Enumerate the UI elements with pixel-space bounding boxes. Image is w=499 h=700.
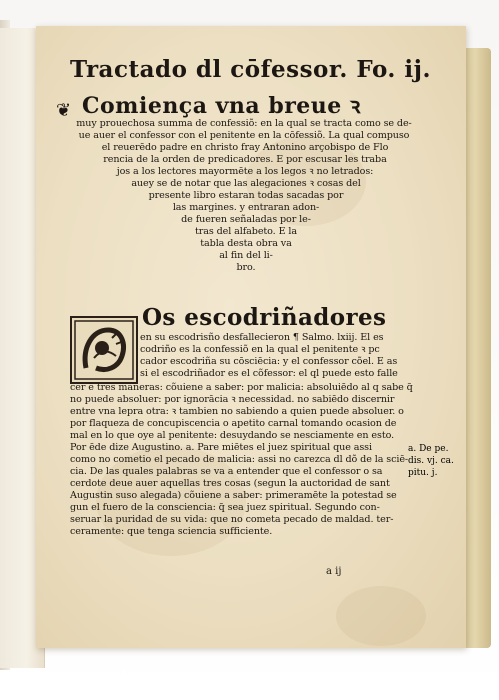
- decorated-initial: [70, 316, 138, 384]
- book-page: [36, 26, 466, 648]
- page-stain: [336, 586, 426, 646]
- intro-line: bro.: [236, 262, 256, 273]
- intro-line: tras del alfabeto. E la: [194, 226, 298, 237]
- margin-note: dis. vj. ca.: [408, 456, 454, 466]
- body-line: por flaqueza de concupiscencia o apetito carnal tomando ocasion de: [70, 418, 397, 429]
- body-line: entre vna lepra otra: ꝛ tambien no sabiendo a quien puede absoluer. o: [70, 406, 404, 417]
- body-line: cer ē tres maneras: cõuiene a saber: por malicia: absoluiēdo al q sabe q̃: [70, 382, 413, 393]
- body-line: cerdote deue auer aquellas tres cosas (segun la auctoridad de sant: [70, 478, 390, 489]
- intro-line: de fueren señaladas por le-: [181, 214, 311, 225]
- body-line: en su escodrisño desfallecieron ¶ Salmo. lxiij. El es: [140, 332, 384, 343]
- body-line: no puede absoluer: por ignorācia ꝛ necessidad. no sabiēdo discernir: [70, 394, 395, 405]
- body-line: cador escodriña su cōsciēcia: y el confessor cõel. E as: [140, 356, 398, 367]
- body-line: seruar la puridad de su vida: que no cometa pecado de maldad. ter-: [70, 514, 394, 525]
- intro-line: el reuerēdo padre en christo fray Antonino arçobispo de Flo: [101, 142, 389, 153]
- heading: Comiença vna breue ꝛ: [82, 93, 361, 119]
- intro-line: muy prouechosa summa de confessiõ: en la qual se tracta como se de-: [76, 118, 412, 129]
- body-line: mal en lo que oye al penitente: desuydando se nesciamente en esto.: [70, 430, 395, 441]
- intro-line: jos a los lectores mayormēte a los legos ꝛ no letrados:: [116, 166, 374, 177]
- intro-line: ue auer el confessor con el penitente en la cōfessiõ. La qual compuso: [78, 130, 410, 141]
- intro-line: las margines. y entraran adon-: [172, 202, 320, 213]
- body-line: ceramente: que tenga sciencia sufficiente.: [70, 526, 273, 537]
- body-line: Por ēde dize Augustino. a. Pare miētes el juez spiritual que assi: [70, 442, 372, 453]
- body-line: cia. De las quales palabras se va a entender que el confessor o sa: [70, 466, 383, 477]
- body-line: codriño es la confessiõ en la qual el penitente ꝛ pc: [140, 344, 380, 355]
- signature-mark: a ij: [326, 566, 342, 577]
- initial-woodcut-icon: [72, 318, 136, 382]
- body-line: gun el fuero de la consciencia: q̃ sea juez spiritual. Segundo con-: [70, 502, 380, 513]
- body-line: Augustin suso alegada) cõuiene a saber: primeramēte la potestad se: [70, 490, 397, 501]
- body-line: si el escodriñador es el cõfessor: el ql puede esto falle: [140, 368, 398, 379]
- intro-line: tabla desta obra va: [200, 238, 292, 249]
- margin-note: a. De pe.: [408, 444, 449, 454]
- margin-note: pitu. j.: [408, 468, 438, 478]
- body-line: como no cometio el pecado de malicia: assi no carezca dl dõ de la sciē-: [70, 454, 409, 465]
- fleuron-icon: ❦: [56, 100, 72, 121]
- intro-line: rencia de la orden de predicadores. E por escusar les traba: [103, 154, 387, 165]
- intro-line: presente libro estaran todas sacadas por: [148, 190, 344, 201]
- running-head: Tractado dl cōfessor. Fo. ij.: [70, 56, 431, 83]
- intro-line: auey se de notar que las alegaciones ꝛ cosas del: [131, 178, 361, 189]
- intro-line: al fin del li-: [219, 250, 273, 261]
- section-heading: Os escodriñadores: [142, 304, 387, 331]
